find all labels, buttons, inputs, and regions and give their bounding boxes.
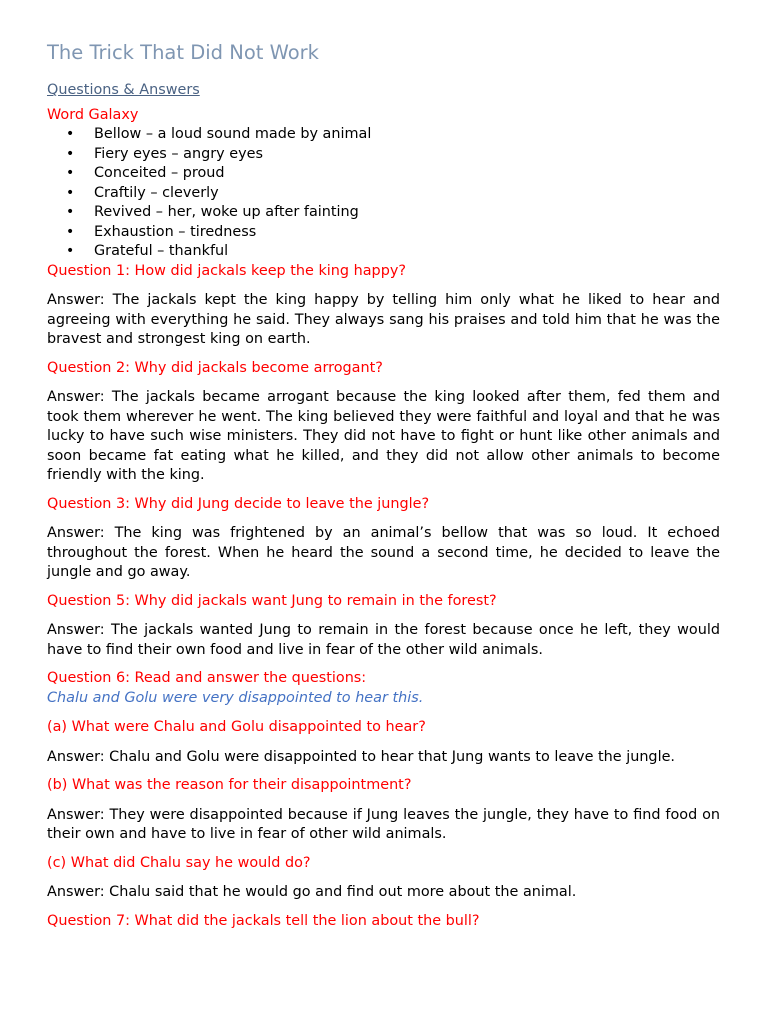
- word-definition: Grateful – thankful: [94, 243, 229, 260]
- answer-6b: Answer: They were disappointed because if Jung leaves the jungle, they have to find food on their own and have to live in fear of other wild animals.: [47, 806, 720, 843]
- bullet-icon: •: [66, 184, 75, 201]
- list-item: [66, 242, 720, 262]
- question-6: Question 6: Read and answer the questions:: [47, 670, 367, 687]
- bullet-icon: •: [66, 223, 75, 240]
- list-item: [66, 164, 720, 184]
- answer-2: Answer: The jackals became arrogant because the king looked after them, fed them and took them wherever he went. The king believed they were faithful and loyal and that he was lucky to have such wise ministers. They did not have to fight or hunt like other animals and soon became fat eating what he killed, and they did not allow other animals to become friendly with the king.: [47, 389, 720, 484]
- word-definition: Revived – her, woke up after fainting: [94, 204, 359, 221]
- word-galaxy-heading: Word Galaxy: [47, 106, 139, 123]
- list-item: [66, 125, 720, 145]
- list-item: [66, 223, 720, 243]
- answer-3: Answer: The king was frightened by an animal’s bellow that was so loud. It echoed throughout the forest. When he heard the sound a second time, he decided to leave the jungle and go away.: [47, 525, 720, 581]
- bullet-icon: •: [66, 126, 75, 143]
- list-item: [66, 145, 720, 165]
- word-definition: Conceited – proud: [94, 165, 225, 182]
- word-definition: Bellow – a loud sound made by animal: [94, 126, 372, 143]
- bullet-icon: •: [66, 204, 75, 221]
- document-subtitle: Questions & Answers: [47, 82, 200, 99]
- question-7: Question 7: What did the jackals tell the lion about the bull?: [47, 912, 480, 929]
- question-3: Question 3: Why did Jung decide to leave the jungle?: [47, 495, 430, 512]
- question-6c: (c) What did Chalu say he would do?: [47, 854, 311, 871]
- question-2: Question 2: Why did jackals become arrogant?: [47, 359, 383, 376]
- question-6b: (b) What was the reason for their disappointment?: [47, 777, 412, 794]
- word-definition: Fiery eyes – angry eyes: [94, 145, 263, 162]
- question-6a: (a) What were Chalu and Golu disappointed to hear?: [47, 719, 426, 736]
- list-item: [66, 203, 720, 223]
- word-galaxy-list: [47, 125, 720, 262]
- word-definition: Exhaustion – tiredness: [94, 223, 257, 240]
- question-5: Question 5: Why did jackals want Jung to remain in the forest?: [47, 592, 497, 609]
- bullet-icon: •: [66, 165, 75, 182]
- bullet-icon: •: [66, 145, 75, 162]
- answer-6c: Answer: Chalu said that he would go and find out more about the animal.: [47, 884, 577, 901]
- answer-1: Answer: The jackals kept the king happy by telling him only what he liked to hear and agreeing with everything he said. They always sang his praises and told him that he was the bravest and strongest king on earth.: [47, 292, 720, 348]
- question-1: Question 1: How did jackals keep the king happy?: [47, 262, 406, 279]
- list-item: [66, 184, 720, 204]
- answer-6a: Answer: Chalu and Golu were disappointed to hear that Jung wants to leave the jungle.: [47, 748, 675, 765]
- document-title: The Trick That Did Not Work: [47, 41, 319, 64]
- bullet-icon: •: [66, 243, 75, 260]
- word-definition: Craftily – cleverly: [94, 184, 219, 201]
- question-6-quote: Chalu and Golu were very disappointed to hear this.: [47, 689, 424, 706]
- answer-5: Answer: The jackals wanted Jung to remain in the forest because once he left, they would have to find their own food and live in fear of the other wild animals.: [47, 622, 720, 658]
